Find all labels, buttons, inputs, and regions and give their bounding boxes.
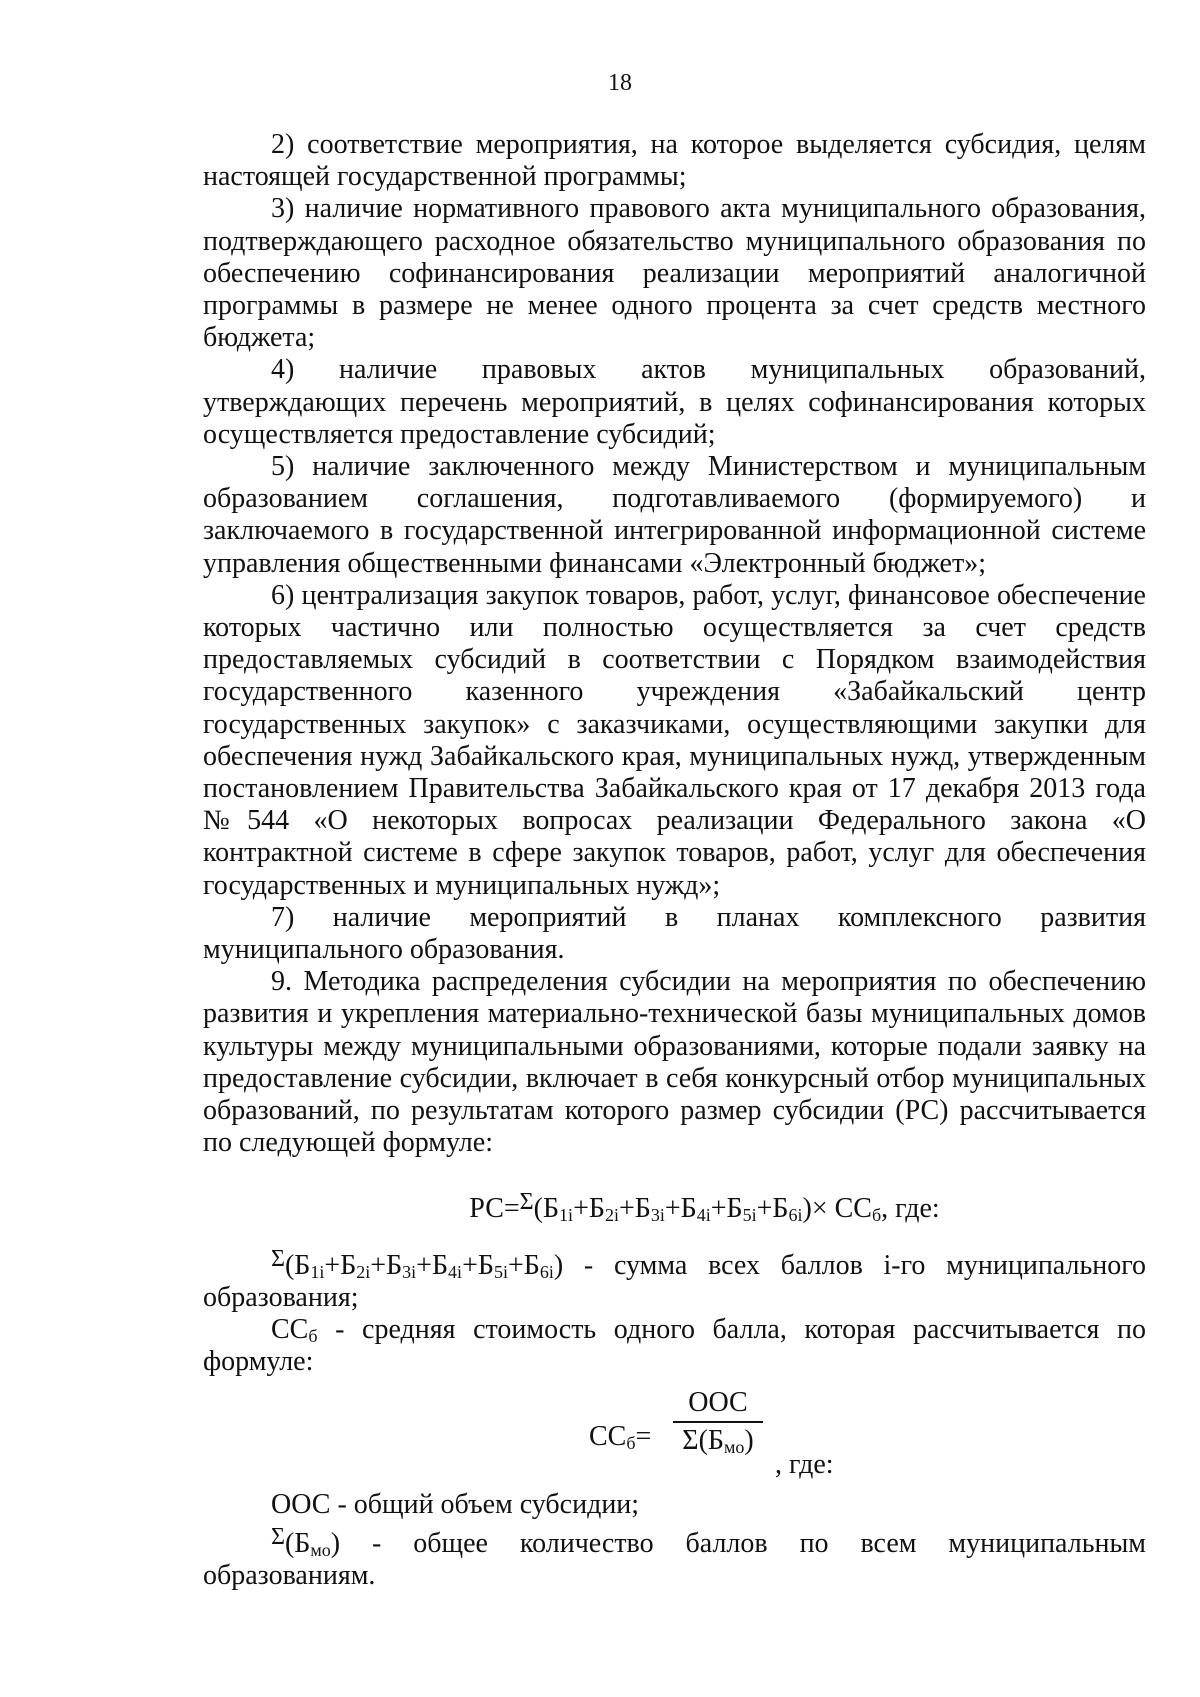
section-9-paragraph: 9. Методика распределения субсидии на мероприятия по обеспечению развития и укрепления материально-технической базы муниципальных домов культуры между муниципальными образованиями, которые подали заявку на предоставление субсидии, включает в себя конкурсный отбор муниципальных образований, по результатам которого размер субсидии (РС) рассчитывается по следующей формуле: xyxy=(203,966,1146,1159)
list-item-3: 3) наличие нормативного правового акта муниципального образования, подтверждающего расходное обязательство муниципального образования по обеспечению софинансирования реализации мероприятий аналогичной программы в размере не менее одного процента за счет средств местного бюджета; xyxy=(203,193,1146,354)
list-item-4: 4) наличие правовых актов муниципальных образований, утверждающих перечень мероприятий, в целях софинансирования которых осуществляется предоставление субсидий; xyxy=(203,354,1146,450)
fraction-denominator: $\Sigma(Б_{мо})$ xyxy=(682,1424,754,1457)
subsidy-formula: $РС=\Sigma(Б_{1i}+Б_{2i}+Б_{3i}+Б_{4i}+Б_{5i}+Б_{6i})\times СС_б$, где: xyxy=(469,1188,940,1225)
sigma-symbol: Σ xyxy=(519,1188,534,1215)
page-number: 18 xyxy=(608,70,632,96)
fraction xyxy=(673,1387,763,1457)
fraction-numerator: ООС xyxy=(673,1387,763,1423)
list-item-6: 6) централизация закупок товаров, работ, услуг, финансовое обеспечение которых частично или полностью осуществляется за счет средств предоставляемых субсидий в соответствии с Порядком взаимодействия государственного казенного учреждения «Забайкальский центр государственных закупок» с заказчиками, осуществляющими закупки для обеспечения нужд Забайкальского края, муниципальных нужд, утвержденным постановлением Правительства Забайкальского края от 17 декабря 2013 года №544 «О некоторых вопросах реализации Федерального закона «О контрактной системе в сфере закупок товаров, работ, услуг для обеспечения государственных и муниципальных нужд»; xyxy=(203,579,1146,901)
definition-ccb: $СС_б$ - средняя стоимость одного балла, которая рассчитывается по формуле: xyxy=(203,1314,1146,1378)
list-item-7: 7) наличие мероприятий в планах комплексного развития муниципального образования. xyxy=(203,901,1146,966)
definition-oos: ООС - общий объем субсидии; xyxy=(271,1488,640,1520)
definition-bmo: $\Sigma(Б_{мо})$ - общее количество баллов по всем муниципальным образованиям. xyxy=(203,1523,1146,1591)
list-item-5: 5) наличие заключенного между Министерством и муниципальным образованием соглашения, подготавливаемого (формируемого) и заключаемого в государственной интегрированной информационной системе управления общественными финансами «Электронный бюджет»; xyxy=(203,451,1146,579)
definition-sum: $\Sigma(Б_{1i}+Б_{2i}+Б_{3i}+Б_{4i}+Б_{5i}+Б_{6i})$ - сумма всех баллов i-го муниципального образования; xyxy=(203,1245,1146,1313)
list-item-2: 2) соответствие мероприятия, на которое выделяется субсидия, целям настоящей государственной программы; xyxy=(203,129,1146,193)
document-body xyxy=(203,129,1146,1592)
average-cost-formula: $СС_б=$ ООС $\Sigma(Б_{мо})$ , где: xyxy=(589,1386,834,1480)
